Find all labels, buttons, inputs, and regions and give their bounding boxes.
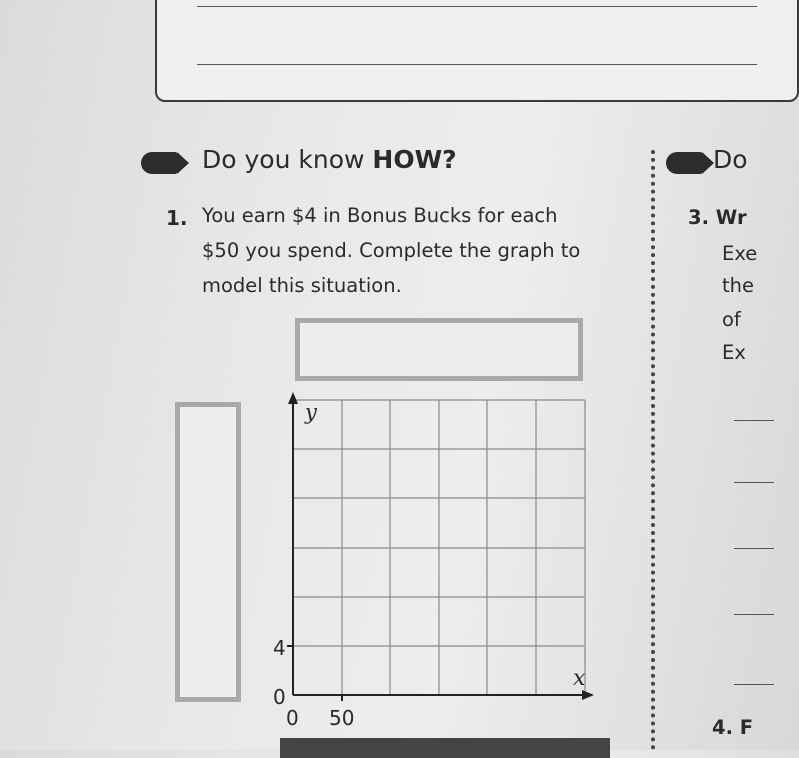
question-line: model this situation. xyxy=(202,274,402,297)
question-number-3: 3. xyxy=(688,206,709,229)
question-number: 1. xyxy=(166,206,188,230)
question-number-right xyxy=(688,206,747,229)
question-fragment: the xyxy=(722,274,755,297)
y-axis-label-box[interactable] xyxy=(175,402,241,702)
writing-line xyxy=(197,6,757,7)
writing-line xyxy=(197,64,757,65)
question-line: $50 you spend. Complete the graph to xyxy=(202,239,581,262)
answer-line-right xyxy=(734,548,774,549)
next-question: 4. F xyxy=(712,716,754,739)
section-heading xyxy=(202,145,457,174)
heading-bullet-icon xyxy=(141,152,177,174)
x-axis-arrow-icon xyxy=(582,690,594,700)
question-fragment: Exe xyxy=(722,242,758,265)
column-divider xyxy=(651,150,655,750)
answer-line-right xyxy=(734,482,774,483)
heading-prefix: Do you know xyxy=(202,145,373,174)
x-axis-label: x xyxy=(573,666,586,691)
heading-emphasis: HOW? xyxy=(372,145,457,174)
section-heading-right: Do xyxy=(713,145,748,174)
page-bottom-edge xyxy=(280,738,610,758)
origin-x-label: 0 xyxy=(286,706,299,730)
question-line: You earn $4 in Bonus Bucks for each xyxy=(202,204,558,227)
coordinate-graph xyxy=(250,390,610,740)
origin-y-label: 0 xyxy=(273,685,286,709)
graph-title-box[interactable] xyxy=(295,318,583,381)
y-axis-arrow-icon xyxy=(288,392,298,404)
answer-line-right xyxy=(734,420,774,421)
answer-line-right xyxy=(734,614,774,615)
y-axis-label: y xyxy=(305,400,317,424)
answer-line-right xyxy=(734,684,774,685)
question-fragment: Wr xyxy=(715,206,747,229)
question-fragment: Ex xyxy=(722,341,746,364)
heading-bullet-icon-right xyxy=(666,152,702,174)
y-tick-label: 4 xyxy=(273,636,286,660)
question-text xyxy=(202,198,580,303)
grid-lines xyxy=(293,400,585,695)
question-fragment: of xyxy=(722,308,741,331)
answer-box-top xyxy=(155,0,799,102)
x-tick-label: 50 xyxy=(329,706,355,730)
